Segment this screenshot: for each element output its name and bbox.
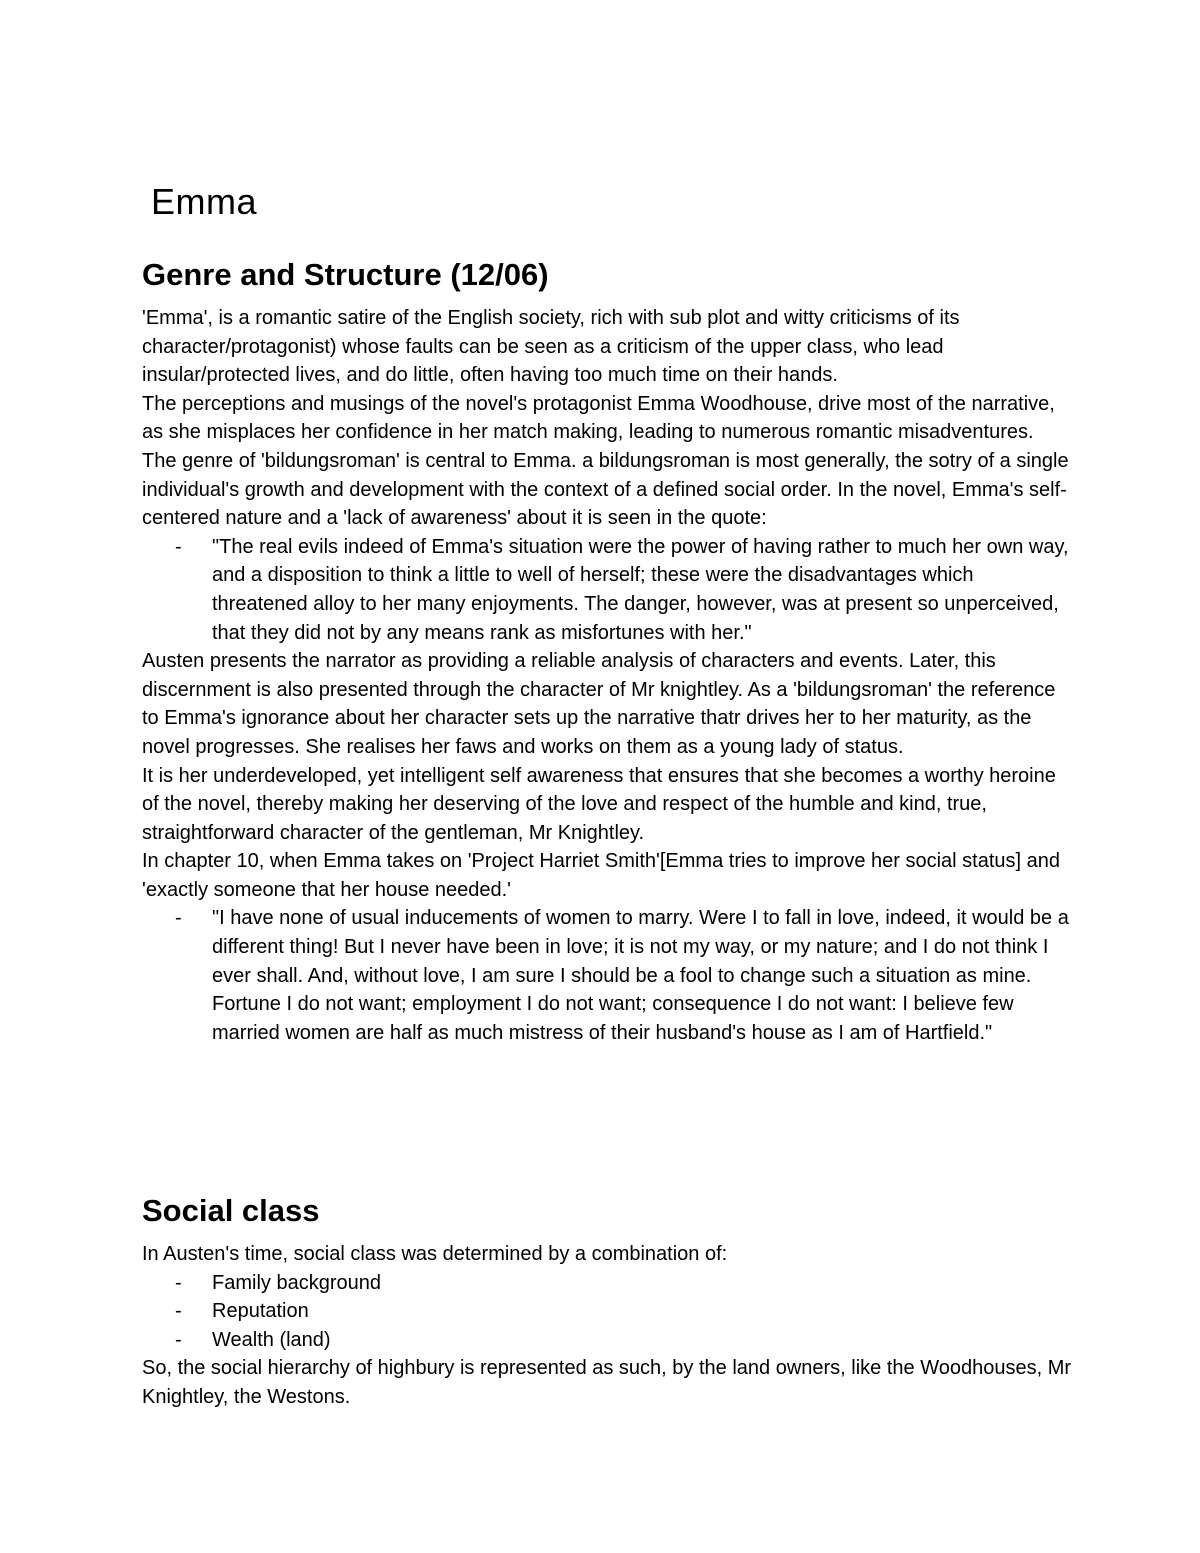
paragraph: In chapter 10, when Emma takes on 'Project Harriet Smith'[Emma tries to improve her social status] and 'exactly someone that her house needed.'	[142, 850, 1061, 901]
quote-text: "The real evils indeed of Emma's situation were the power of having rather to much her own way, and a disposition to think a little to well of herself; these were the disadvantages which threatened alloy to her many enjoyments. The danger, however, was at present so unperceived, that they did not by any means rank as misfortunes with her."	[212, 535, 1069, 644]
list-item-text: Family background	[212, 1271, 381, 1294]
bullet-dash: -	[175, 535, 182, 558]
quote-list	[142, 904, 1072, 1047]
quote-list	[142, 533, 1072, 647]
section-body-social-class	[142, 1240, 1072, 1412]
bullet-dash: -	[175, 1328, 182, 1351]
paragraph: So, the social hierarchy of highbury is represented as such, by the land owners, like the Woodhouses, Mr Knightley, the Westons.	[142, 1357, 1072, 1408]
list-item-text: Wealth (land)	[212, 1328, 331, 1351]
document-title: Emma	[151, 181, 258, 222]
quote-item	[142, 904, 1072, 1047]
paragraph: It is her underdeveloped, yet intelligent self awareness that ensures that she becomes a worthy heroine of the novel, thereby making her deserving of the love and respect of the humble and kind, true, straightforward character of the gentleman, Mr Knightley.	[142, 764, 1056, 844]
paragraph: In Austen's time, social class was determined by a combination of:	[142, 1243, 728, 1265]
section-heading-social-class: Social class	[142, 1193, 320, 1228]
bullet-dash: -	[175, 1300, 182, 1323]
list-item	[142, 1269, 1072, 1298]
bullet-list	[142, 1269, 1072, 1355]
list-item-text: Reputation	[212, 1300, 309, 1323]
section-heading-genre-structure: Genre and Structure (12/06)	[142, 257, 549, 292]
section-body-genre-structure	[142, 304, 1072, 1047]
quote-item	[142, 533, 1072, 647]
paragraph: The perceptions and musings of the novel's protagonist Emma Woodhouse, drive most of the narrative, as she misplaces her confidence in her match making, leading to numerous romantic misadventures.	[142, 392, 1055, 444]
paragraph: Austen presents the narrator as providing a reliable analysis of characters and events. Later, this discernment is also presented through the character of Mr knightley. As a 'bildungsroman' the reference to Emma's ignorance about her character sets up the narrative thatr drives her to her maturity, as the novel progresses. She realises her faws and works on them as a young lady of status.	[142, 650, 1056, 758]
paragraph: The genre of 'bildungsroman' is central to Emma. a bildungsroman is most generally, the sotry of a single individual's growth and development with the context of a defined social order. In the novel, Emma's self- centered nature and a 'lack of awareness' about it is seen in the quote:	[142, 449, 1069, 530]
list-item	[142, 1297, 1072, 1326]
list-item	[142, 1326, 1072, 1355]
bullet-dash: -	[175, 1271, 182, 1294]
quote-text: "I have none of usual inducements of women to marry. Were I to fall in love, indeed, it would be a different thing! But I never have been in love; it is not my way, or my nature; and I do not think I ever shall. And, without love, I am sure I should be a fool to change such a situation as mine. Fortune I do not want; employment I do not want; consequence I do not want: I believe few married women are half as much mistress of their husband's house as I am of Hartfield."	[212, 907, 1069, 1044]
paragraph: 'Emma', is a romantic satire of the English society, rich with sub plot and witty criticisms of its character/protagonist) whose faults can be seen as a criticism of the upper class, who lead insular/protected lives, and do little, often having too much time on their hands.	[142, 307, 960, 387]
bullet-dash: -	[175, 907, 182, 930]
